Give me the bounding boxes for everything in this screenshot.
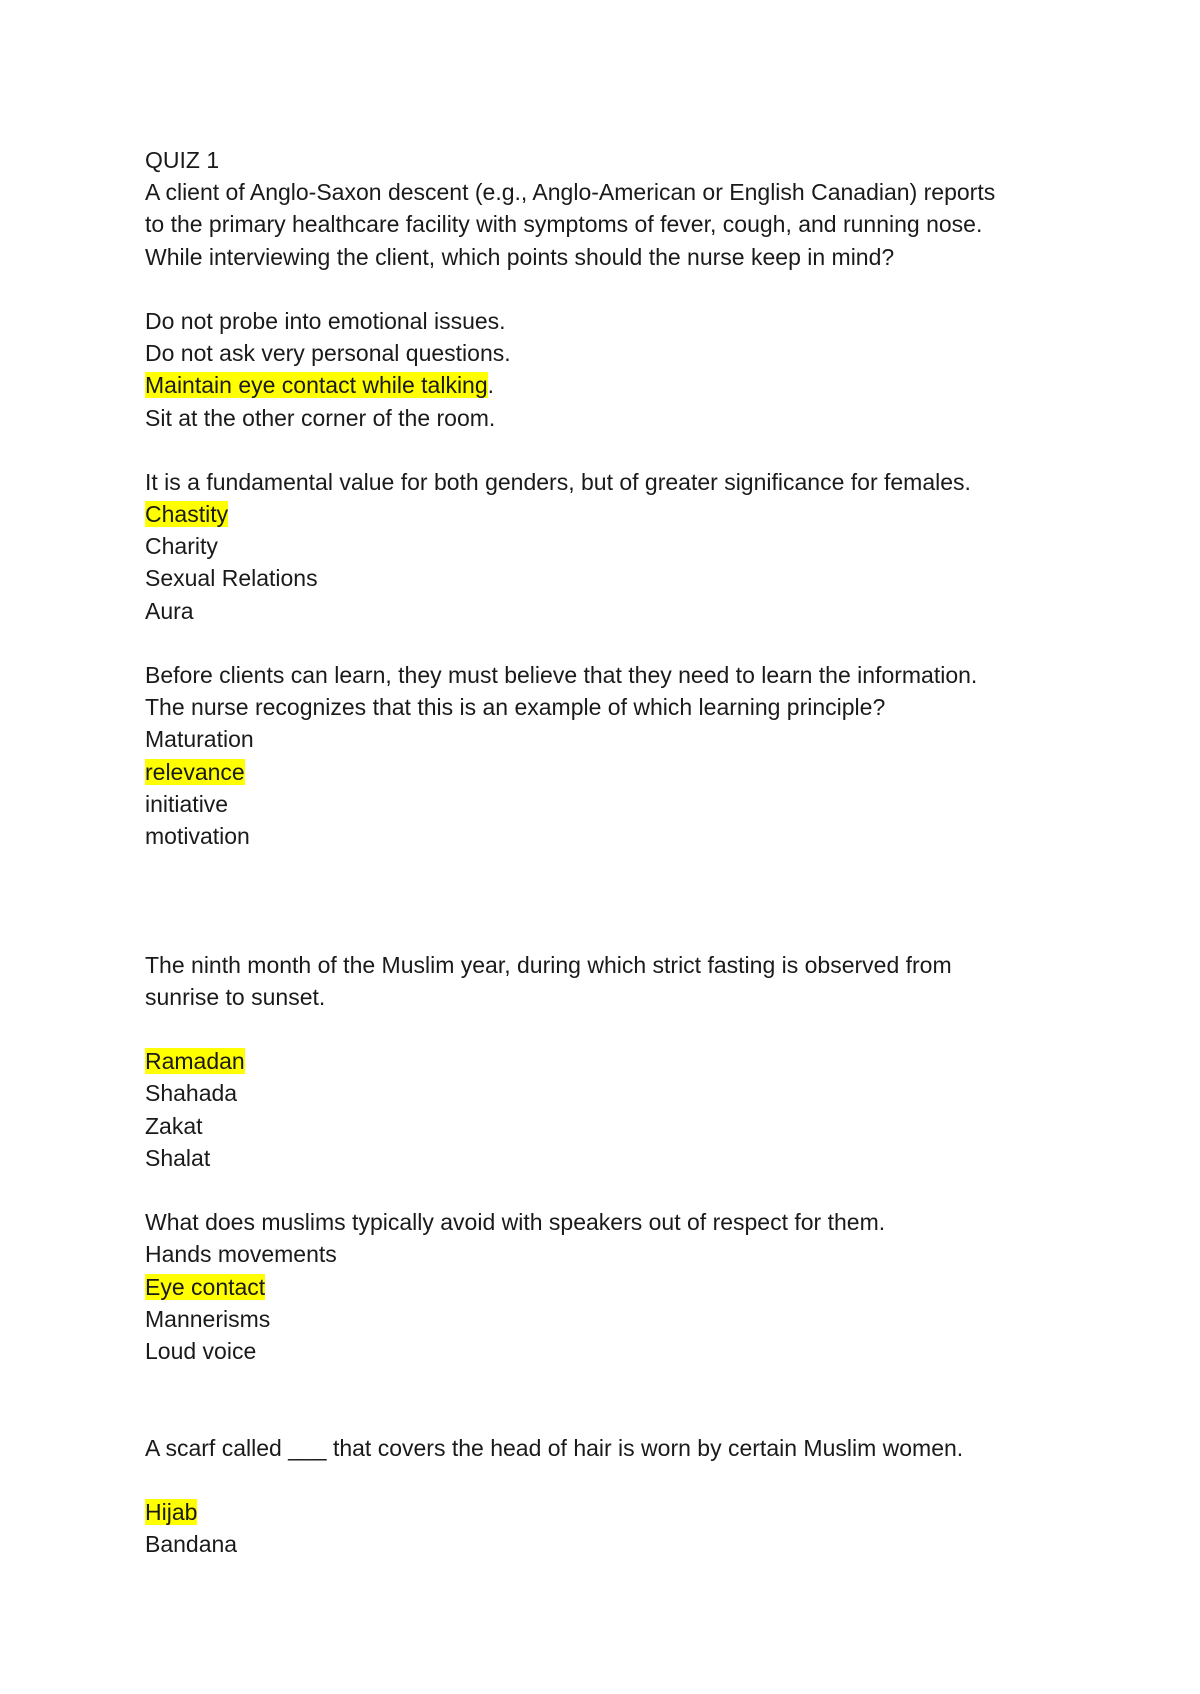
question-1-option-a: Do not probe into emotional issues. [145, 307, 506, 334]
question-3-option-c: initiative [145, 790, 229, 817]
question-1-text-line-2: to the primary healthcare facility with symptoms of fever, cough, and running nose. [145, 211, 983, 238]
question-5 [145, 1206, 1075, 1367]
highlighted-answer: Maintain eye contact while talking [145, 372, 488, 399]
spacer [145, 1367, 1075, 1431]
question-3-text-line-2: The nurse recognizes that this is an example of which learning principle? [145, 694, 886, 721]
question-3 [145, 659, 1075, 852]
question-3-text-line-1: Before clients can learn, they must believe that they need to learn the information. [145, 662, 978, 688]
question-5-text-line-1: What does muslims typically avoid with speakers out of respect for them. [145, 1209, 886, 1236]
question-4-text-line-1: The ninth month of the Muslim year, during which strict fasting is observed from [145, 951, 952, 978]
question-6-text-line-1: A scarf called ___ that covers the head of hair is worn by certain Muslim women. [145, 1434, 964, 1461]
highlighted-answer: Eye contact [145, 1273, 266, 1300]
question-4 [145, 949, 1075, 1174]
quiz-title: QUIZ 1 [145, 147, 220, 173]
spacer [145, 273, 1075, 305]
question-6-option-b: Bandana [145, 1531, 238, 1558]
question-5-option-a: Hands movements [145, 1241, 337, 1268]
highlighted-answer: Ramadan [145, 1048, 245, 1075]
spacer [145, 1464, 1075, 1496]
question-1-option-b: Do not ask very personal questions. [145, 340, 511, 367]
question-2-option-c: Sexual Relations [145, 565, 318, 592]
question-2-text-line-1: It is a fundamental value for both genders, but of greater significance for females. [145, 468, 971, 495]
question-3-option-d: motivation [145, 822, 250, 849]
question-5-option-b [145, 1271, 1075, 1303]
document-body [145, 144, 1075, 1560]
question-3-option-a: Maturation [145, 726, 254, 753]
question-4-option-d: Shalat [145, 1144, 211, 1171]
question-4-option-c: Zakat [145, 1112, 203, 1139]
question-3-option-b [145, 756, 1075, 788]
question-5-option-d: Loud voice [145, 1337, 257, 1364]
spacer [145, 627, 1075, 659]
spacer [145, 1013, 1075, 1045]
question-4-text-line-2: sunrise to sunset. [145, 983, 326, 1010]
question-1-text-line-3: While interviewing the client, which points should the nurse keep in mind? [145, 243, 895, 270]
question-4-option-b: Shahada [145, 1080, 238, 1107]
spacer [145, 852, 1075, 949]
highlighted-answer: Hijab [145, 1498, 198, 1525]
spacer [145, 1174, 1075, 1206]
question-1-text-line-1: A client of Anglo-Saxon descent (e.g., Anglo-American or English Canadian) reports [145, 179, 996, 206]
question-1 [145, 176, 1075, 434]
spacer [145, 434, 1075, 466]
answer-period: . [487, 372, 495, 399]
question-6 [145, 1432, 1075, 1561]
question-2-option-a [145, 498, 1075, 530]
question-2-option-d: Aura [145, 597, 194, 624]
question-1-option-d: Sit at the other corner of the room. [145, 404, 496, 431]
question-1-option-c [145, 369, 1075, 401]
question-6-option-a [145, 1496, 1075, 1528]
question-2 [145, 466, 1075, 627]
question-5-option-c: Mannerisms [145, 1305, 271, 1332]
question-4-option-a [145, 1045, 1075, 1077]
question-2-option-b: Charity [145, 533, 218, 560]
highlighted-answer: relevance [145, 758, 245, 785]
highlighted-answer: Chastity [145, 501, 229, 528]
